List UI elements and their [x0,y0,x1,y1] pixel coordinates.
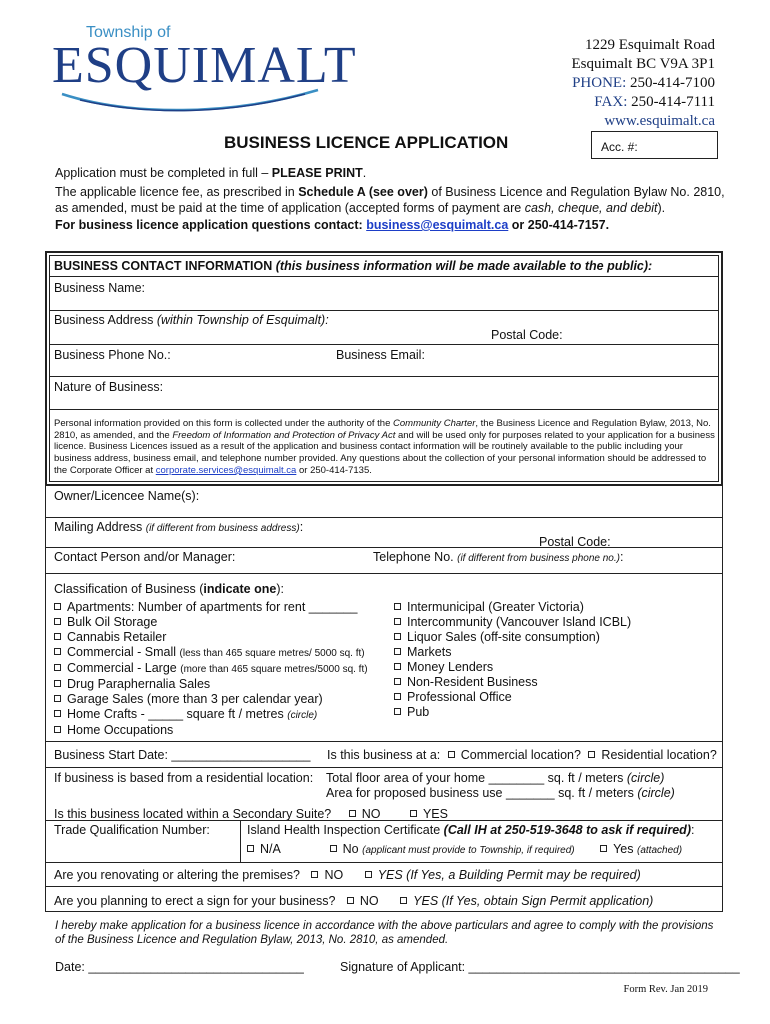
divider [46,573,722,574]
form-title: BUSINESS LICENCE APPLICATION [224,133,509,152]
sign-yes-label: YES (If Yes, obtain Sign Permit application) [413,894,654,908]
location-label: Is this business at a: [327,748,441,762]
secondary-suite-question [54,807,448,821]
class-option-money-lenders[interactable] [394,660,631,675]
class-option-markets[interactable] [394,645,631,660]
option-label: Apartments: Number of apartments for rent _______ [67,600,358,614]
fax-number: 250-414-7111 [631,94,715,110]
mailing-colon: : [299,520,304,534]
divider [50,376,718,377]
trade-qualification-field[interactable]: Trade Qualification Number: [54,823,210,837]
fee-text-b: of Business Licence and Regulation Bylaw No. 2810, as amended, must be paid at the time of application (accepted forms of payment are [55,185,725,215]
privacy-text: Personal information provided on this form is collected under the authority of the [54,418,394,429]
island-health-label: Island Health Inspection Certificate [247,823,441,837]
website-link[interactable]: www.esquimalt.ca [604,113,715,129]
classification-heading-end: ): [276,582,284,596]
fee-text-end: ). [657,201,666,215]
business-phone-field[interactable]: Business Phone No.: [54,348,171,362]
privacy-text: , the Business Licence and Regulation Bylaw, 2013, No. 2810, as amended, and the [54,418,711,441]
divider [46,767,722,768]
signature-field[interactable]: Signature of Applicant: _______________________________________ [340,960,740,974]
business-address-label: Business Address [54,313,154,327]
checkbox-icon[interactable] [394,708,401,715]
commercial-label: Commercial location? [460,748,581,762]
schedule-a-text: Schedule A (see over) [298,185,428,199]
mailing-address-field[interactable] [54,520,303,534]
ih-na-label: N/A [260,842,281,856]
divider [50,310,718,311]
option-label: Intermunicipal (Greater Victoria) [407,600,584,614]
business-name-field[interactable]: Business Name: [54,281,146,295]
sign-label: Are you planning to erect a sign for your business? [54,894,336,908]
telephone-note: (if different from business phone no.) [457,553,620,564]
class-option-non-resident[interactable] [394,675,631,690]
ih-yes-note: (attached) [637,845,683,856]
class-option-cannabis[interactable] [54,630,368,645]
option-label: Commercial - Small [67,645,177,659]
nature-of-business-field[interactable]: Nature of Business: [54,380,164,394]
phone-number: 250-414-7100 [630,75,715,91]
option-label: Non-Resident Business [407,675,538,689]
option-label: Home Occupations [67,723,174,737]
checkbox-icon[interactable] [394,603,401,610]
phone-line [572,74,716,93]
suite-no-checkbox-icon[interactable] [349,810,356,817]
option-label: Commercial - Large [67,661,177,675]
fax-label: FAX: [594,94,628,110]
heading-note: (this business information will be made available to the public): [275,259,653,273]
floor-area-label: Total floor area of your home ________ sq. ft / meters [326,771,624,785]
class-option-commercial-large[interactable] [54,661,368,677]
commercial-checkbox-icon[interactable] [448,751,455,758]
class-option-bulk-oil[interactable] [54,615,368,630]
classification-right-list [394,600,631,720]
indicate-one-text: indicate one [203,582,277,596]
circle-note: (circle) [637,786,675,800]
proposed-area-label: Area for proposed business use _______ sq. ft / meters [326,786,634,800]
class-option-home-occupations[interactable] [54,723,368,738]
fax-line [572,93,716,112]
divider [50,409,718,410]
location-question [327,748,717,762]
suite-no-label: NO [361,807,381,821]
divider [50,276,718,277]
telephone-field[interactable] [373,550,623,564]
owner-names-field[interactable]: Owner/Licencee Name(s): [54,489,200,503]
class-option-intercommunity[interactable] [394,615,631,630]
option-label: Drug Paraphernalia Sales [67,677,211,691]
ih-no-label: No [342,842,359,856]
ih-no-note: (applicant must provide to Township, if required) [362,845,575,856]
residential-checkbox-icon[interactable] [588,751,595,758]
mailing-label: Mailing Address [54,520,143,534]
business-contact-heading [54,259,652,273]
start-date-field[interactable]: Business Start Date: ____________________ [54,748,311,762]
logo-township-text: Township of [86,24,171,41]
privacy-foippa: Freedom of Information and Protection of Privacy Act [172,429,396,441]
renovating-yes-checkbox-icon[interactable] [365,871,372,878]
ih-no-checkbox-icon[interactable] [330,845,337,852]
privacy-charter: Community Charter [393,418,476,429]
option-label: Garage Sales (more than 3 per calendar year) [67,692,323,706]
sign-no-label: NO [359,894,379,908]
class-option-commercial-small[interactable] [54,645,368,661]
option-label: Pub [407,705,430,719]
ih-options [247,842,682,856]
owner-postal-code-field[interactable]: Postal Code: [539,535,611,549]
sign-no-checkbox-icon[interactable] [347,897,354,904]
ih-na-checkbox-icon[interactable] [247,845,254,852]
circle-note: (circle) [626,771,665,785]
divider [46,517,722,518]
checkbox-icon[interactable] [54,618,61,625]
option-note: (circle) [287,710,318,721]
corporate-email-link[interactable]: corporate.services@esquimalt.ca [155,464,297,476]
island-health-note: (Call IH at 250-519-3648 to ask if required) [443,823,691,837]
renovating-no-label: NO [324,868,344,882]
renovating-no-checkbox-icon[interactable] [311,871,318,878]
privacy-notice [54,418,716,477]
owner-details-section [45,485,723,912]
fee-text-a: The applicable licence fee, as prescribed in [55,185,299,199]
privacy-text: or 250-414-7135. [296,464,372,476]
checkbox-icon[interactable] [54,680,61,687]
intro-text: Application must be completed in full – [55,166,272,180]
class-option-drug-paraphernalia[interactable] [54,677,368,692]
phone-label: PHONE: [572,75,627,91]
island-health-question: Island Health Inspection Certificate (Call IH at 250-519-3648 to ask if required): [247,823,695,837]
business-address-field[interactable] [54,313,329,327]
checkbox-icon[interactable] [394,693,401,700]
business-email-field[interactable]: Business Email: [336,348,425,362]
renovating-label: Are you renovating or altering the premises? [54,868,300,882]
mailing-note: (if different from business address) [145,523,300,534]
ih-yes-checkbox-icon[interactable] [600,845,607,852]
option-label: Markets [407,645,452,659]
classification-left-list [54,600,368,738]
option-label: Intercommunity (Vancouver Island ICBL) [407,615,632,629]
contact-person-field[interactable]: Contact Person and/or Manager: [54,550,236,564]
option-label: Cannabis Retailer [67,630,167,644]
class-option-pub[interactable] [394,705,631,720]
divider [46,547,722,548]
checkbox-icon[interactable] [394,633,401,640]
class-option-liquor-sales[interactable] [394,630,631,645]
classification-heading-text: Classification of Business ( [54,582,204,596]
checkbox-icon[interactable] [54,726,61,733]
ih-yes-label: Yes [613,842,634,856]
class-option-garage-sales[interactable] [54,692,368,707]
class-option-home-crafts[interactable] [54,707,368,723]
intro-fee-paragraph [55,184,725,216]
address-line-2: Esquimalt BC V9A 3P1 [571,56,715,72]
contact-phone-text: or 250-414-7157. [508,218,610,232]
option-label: Bulk Oil Storage [67,615,158,629]
divider [46,741,722,742]
proposed-area-field[interactable] [326,786,675,800]
option-note: (less than 465 square metres/ 5000 sq. ft) [179,648,365,659]
intro-line-1 [55,165,725,181]
checkbox-icon[interactable] [394,663,401,670]
option-label: Liquor Sales (off-site consumption) [407,630,600,644]
classification-heading [54,582,284,596]
form-revision: Form Rev. Jan 2019 [623,984,708,995]
class-option-apartments[interactable] [54,600,368,615]
divider [46,862,722,863]
contact-text: For business licence application questions contact: [55,218,367,232]
telephone-colon: : [619,550,624,564]
sign-yes-checkbox-icon[interactable] [400,897,407,904]
checkbox-icon[interactable] [54,603,61,610]
please-print-text: PLEASE PRINT [271,166,363,180]
residential-label: Residential location? [601,748,717,762]
secondary-suite-label: Is this business located within a Secondary Suite? [54,807,332,821]
heading-text: BUSINESS CONTACT INFORMATION [54,259,273,273]
checkbox-icon[interactable] [54,695,61,702]
business-email-link[interactable]: business@esquimalt.ca [366,218,509,232]
option-label: Professional Office [407,690,512,704]
intro-period: . [362,166,367,180]
telephone-label: Telephone No. [373,550,454,564]
business-address-note: (within Township of Esquimalt): [156,313,329,327]
logo-swoosh-icon [60,86,320,116]
date-field[interactable]: Date: _______________________________ [55,960,304,974]
divider [46,820,722,821]
option-note: (more than 465 square metres/5000 sq. ft) [180,664,368,675]
sign-question [54,894,653,908]
residential-based-label: If business is based from a residential location: [54,771,314,785]
divider [50,344,718,345]
checkbox-icon[interactable] [54,633,61,640]
renovating-question [54,868,641,882]
class-option-professional-office[interactable] [394,690,631,705]
declaration-text: I hereby make application for a business licence in accordance with the above particulars and agree to comply with the provisions of the Business Licence and Regulation Bylaw, 2013, No. 2810, as amended. [55,920,714,946]
renovating-yes-label: YES (If Yes, a Building Permit may be required) [377,868,641,882]
address-line-1: 1229 Esquimalt Road [585,37,715,53]
township-address-block [572,36,716,131]
option-label: Money Lenders [407,660,494,674]
option-label: Home Crafts - _____ square ft / metres [67,707,284,721]
checkbox-icon[interactable] [54,710,61,717]
privacy-text: and will be used only for purposes related to your application for a business licence. Business Licences issued as a result of the application and business contact information will be routinely available to the public including your business address, business email, and telephone number provided. Any questions about the collection of your personal information should be addressed to the Corporate Officer at [54,429,715,476]
checkbox-icon[interactable] [394,618,401,625]
checkbox-icon[interactable] [54,664,61,671]
divider [46,886,722,887]
contact-line [55,217,725,233]
checkbox-icon[interactable] [394,648,401,655]
floor-area-field[interactable] [326,771,664,785]
payment-methods-text: cash, cheque, and debit [524,201,658,215]
account-number-field[interactable] [591,131,718,159]
account-number-label: Acc. #: [601,140,638,154]
checkbox-icon[interactable] [394,678,401,685]
logo-esquimalt-text: ESQUIMALT [52,37,357,94]
suite-yes-label: YES [422,807,448,821]
class-option-intermunicipal[interactable] [394,600,631,615]
suite-yes-checkbox-icon[interactable] [410,810,417,817]
business-postal-code-field[interactable]: Postal Code: [491,328,563,342]
divider-vertical [240,820,241,862]
checkbox-icon[interactable] [54,648,61,655]
